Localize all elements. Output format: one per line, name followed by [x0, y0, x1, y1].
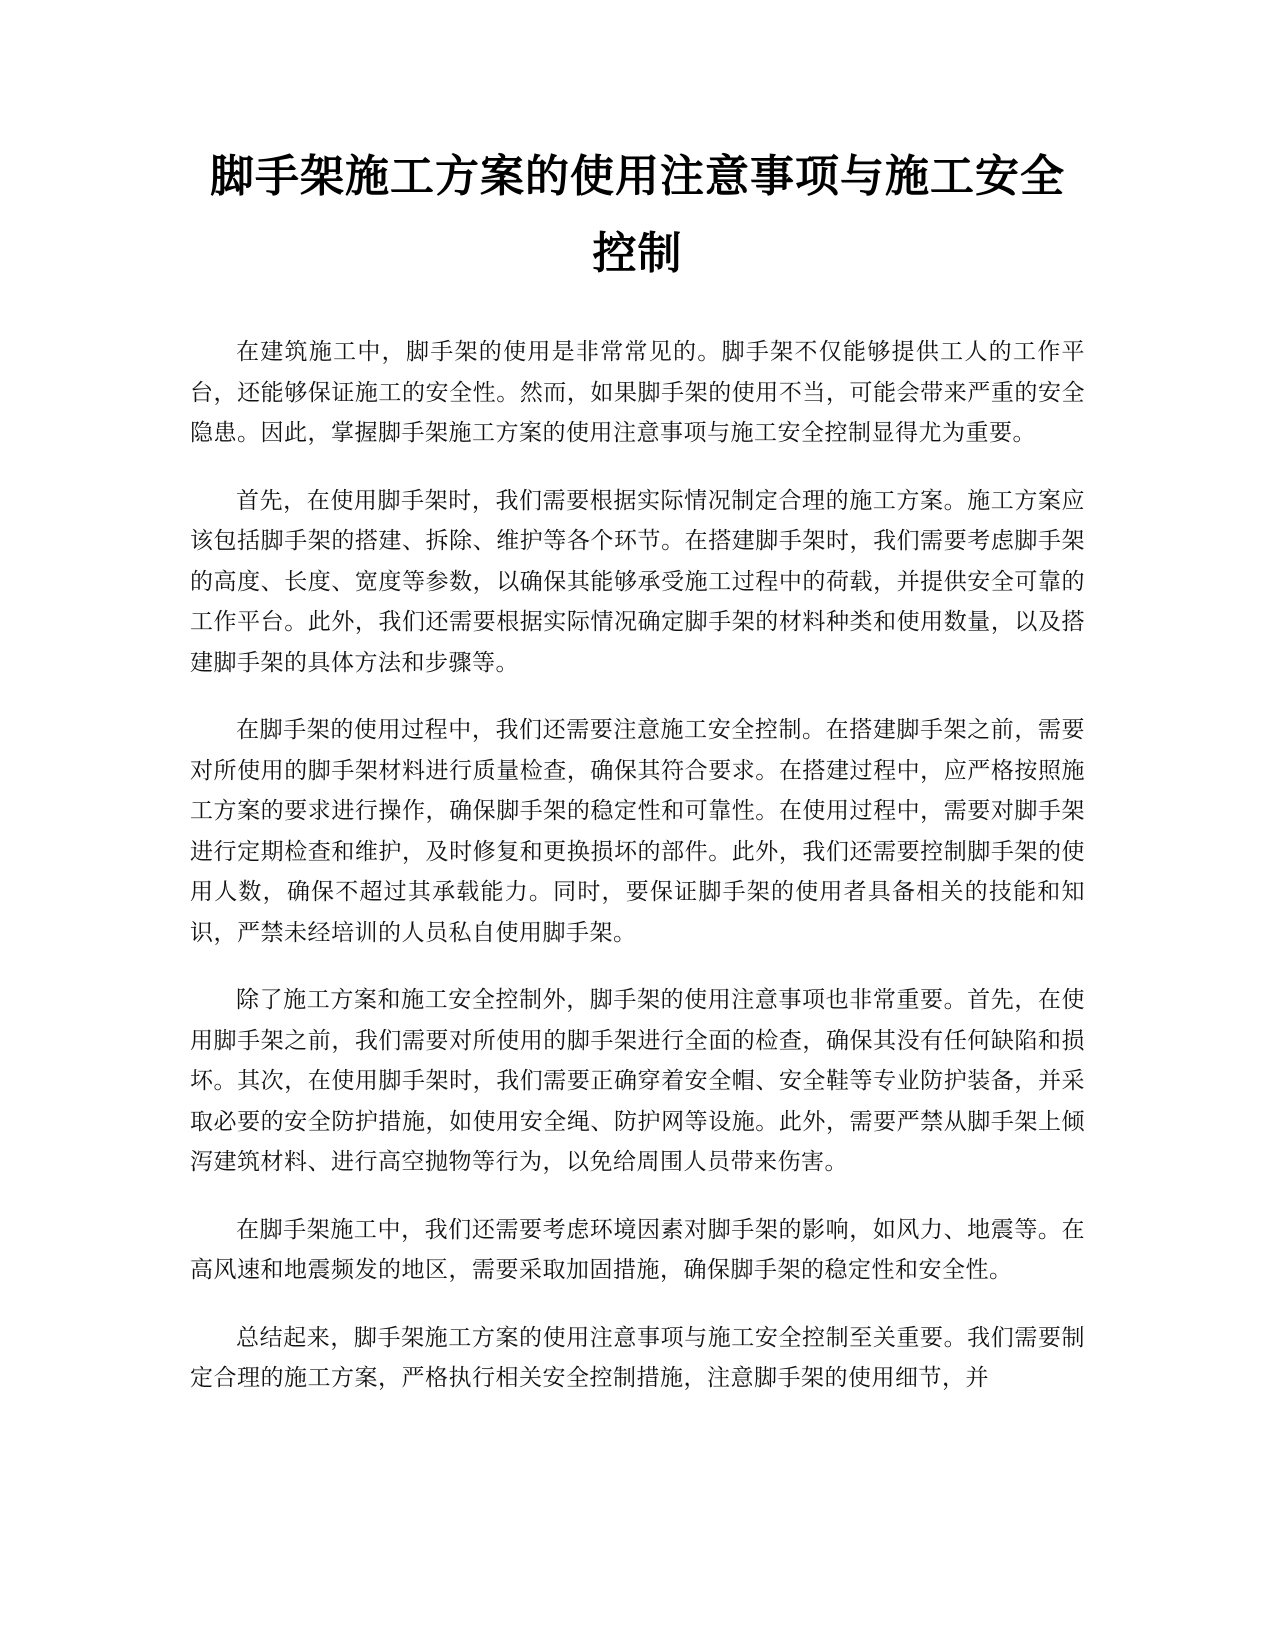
paragraph-1: 在建筑施工中，脚手架的使用是非常常见的。脚手架不仅能够提供工人的工作平台，还能够保证施工的安全性。然而，如果脚手架的使用不当，可能会带来严重的安全隐患。因此，掌握脚手架施工方案的使用注意事项与施工安全控制显得尤为重要。 — [190, 339, 1085, 446]
document-title-line-1: 脚手架施工方案的使用注意事项与施工安全 — [210, 151, 1065, 202]
document-title — [190, 138, 1085, 292]
paragraph-6: 总结起来，脚手架施工方案的使用注意事项与施工安全控制至关重要。我们需要制定合理的施工方案，严格执行相关安全控制措施，注意脚手架的使用细节，并 — [190, 1324, 1085, 1391]
paragraph-3: 在脚手架的使用过程中，我们还需要注意施工安全控制。在搭建脚手架之前，需要对所使用的脚手架材料进行质量检查，确保其符合要求。在搭建过程中，应严格按照施工方案的要求进行操作，确保脚手架的稳定性和可靠性。在使用过程中，需要对脚手架进行定期检查和维护，及时修复和更换损坏的部件。此外，我们还需要控制脚手架的使用人数，确保不超过其承载能力。同时，要保证脚手架的使用者具备相关的技能和知识，严禁未经培训的人员私自使用脚手架。 — [190, 717, 1085, 946]
paragraph-2: 首先，在使用脚手架时，我们需要根据实际情况制定合理的施工方案。施工方案应该包括脚手架的搭建、拆除、维护等各个环节。在搭建脚手架时，我们需要考虑脚手架的高度、长度、宽度等参数，以确保其能够承受施工过程中的荷载，并提供安全可靠的工作平台。此外，我们还需要根据实际情况确定脚手架的材料种类和使用数量，以及搭建脚手架的具体方法和步骤等。 — [190, 487, 1085, 676]
document-body — [190, 332, 1085, 1399]
document-title-line-2: 控制 — [592, 228, 683, 279]
paragraph-5: 在脚手架施工中，我们还需要考虑环境因素对脚手架的影响，如风力、地震等。在高风速和地震频发的地区，需要采取加固措施，确保脚手架的稳定性和安全性。 — [190, 1216, 1085, 1283]
paragraph-4: 除了施工方案和施工安全控制外，脚手架的使用注意事项也非常重要。首先，在使用脚手架之前，我们需要对所使用的脚手架进行全面的检查，确保其没有任何缺陷和损坏。其次，在使用脚手架时，我们需要正确穿着安全帽、安全鞋等专业防护装备，并采取必要的安全防护措施，如使用安全绳、防护网等设施。此外，需要严禁从脚手架上倾泻建筑材料、进行高空抛物等行为，以免给周围人员带来伤害。 — [190, 987, 1085, 1175]
